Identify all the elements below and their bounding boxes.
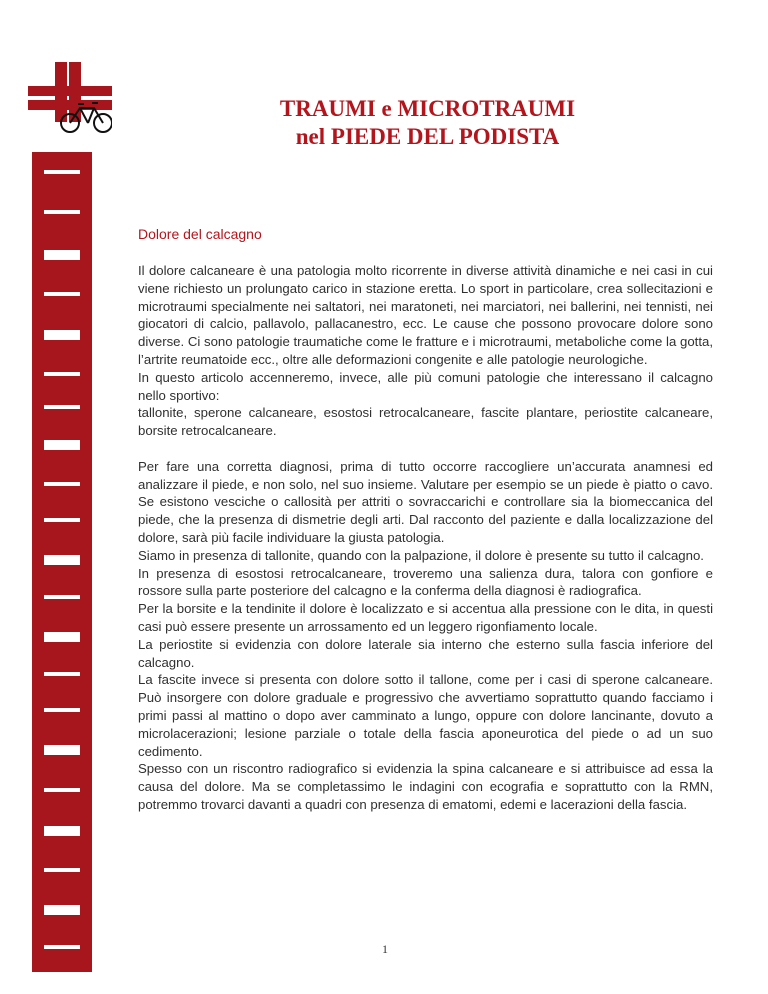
paragraph: Siamo in presenza di tallonite, quando con la palpazione, il dolore è presente su tutto il calcagno. [138,547,704,563]
paragraph: In presenza di esostosi retrocalcaneare, troveremo una salienza dura, talora con gonfiore e rossore sulla parte posteriore del calcagno e la conferma della diagnosi è radiografica. [138,565,713,599]
paragraph: La periostite si evidenzia con dolore laterale sia interno che esterno sulla fascia inferiore del calcagno. [138,636,713,670]
title-line-1: TRAUMI e MICROTRAUMI [279,96,576,121]
section-heading: Dolore del calcagno [138,226,262,242]
document-title [180,95,675,151]
paragraph-spacer [138,440,713,458]
article-body [138,262,713,814]
title-line-2: nel PIEDE DEL PODISTA [295,124,560,149]
sidebar-logo [0,0,112,994]
paragraph: Per la borsite e la tendinite il dolore è localizzato e si accentua alla pressione con le dita, in questi casi può essere presente un arrossamento ed un leggero rigonfiamento locale. [138,601,713,634]
paragraph: La fascite invece si presenta con dolore sotto il tallone, come per i casi di sperone calcaneare. Può insorgere con dolore graduale e progressivo che avvertiamo soprattutto quando facciamo i primi passi al mattino o dopo aver camminato a lungo, oppure con dolore lancinante, dovuto a microlacerazioni; lesione parziale o totale della fascia aponeurotica del piede o ad un suo cedimento. [138,672,713,759]
page-number: 1 [382,942,388,956]
paragraph: In questo articolo accenneremo, invece, alle più comuni patologie che interessano il calcagno nello sportivo: [138,369,713,403]
paragraph: Il dolore calcaneare è una patologia molto ricorrente in diverse attività dinamiche e nei casi in cui viene richiesto un prolungato carico in stazione eretta. Lo sport in particolare, crea sollecitazioni e microtraumi specialmente nei saltatori, nei maratoneti, nei marciatori, nei ballerini, nei tennisti, nei giocatori di calcio, pallavolo, pallacanestro, ecc. Le cause che possono provocare dolore sono diverse. Ci sono patologie traumatiche come le fratture e i microtraumi, metaboliche come la gotta, l’artrite reumatoide ecc., oltre alle deformazioni congenite e alle patologie neurologiche. [138,263,713,367]
paragraph: Spesso con un riscontro radiografico si evidenzia la spina calcaneare e si attribuisce ad essa la causa del dolore. Ma se completassimo le indagini con ecografia e soprattutto con la RMN, potremmo trovarci davanti a quadri con presenza di ematomi, edemi e lacerazioni della fascia. [138,761,713,812]
paragraph: Per fare una corretta diagnosi, prima di tutto occorre raccogliere un’accurata anamnesi ed analizzare il piede, e non solo, nel suo insieme. Valutare per esempio se un piede è piatto o cavo. Se esistono vesciche o callosità per attriti o sovraccarichi e controllare sia la biomeccanica del piede, che la presenza di dismetrie degli arti. Dal racconto del paziente e dalla localizzazione del dolore, sarà più facile individuare la giusta patologia. [138,458,713,545]
paragraph: tallonite, sperone calcaneare, esostosi retrocalcaneare, fascite plantare, periostite calcaneare, borsite retrocalcaneare. [138,405,713,439]
